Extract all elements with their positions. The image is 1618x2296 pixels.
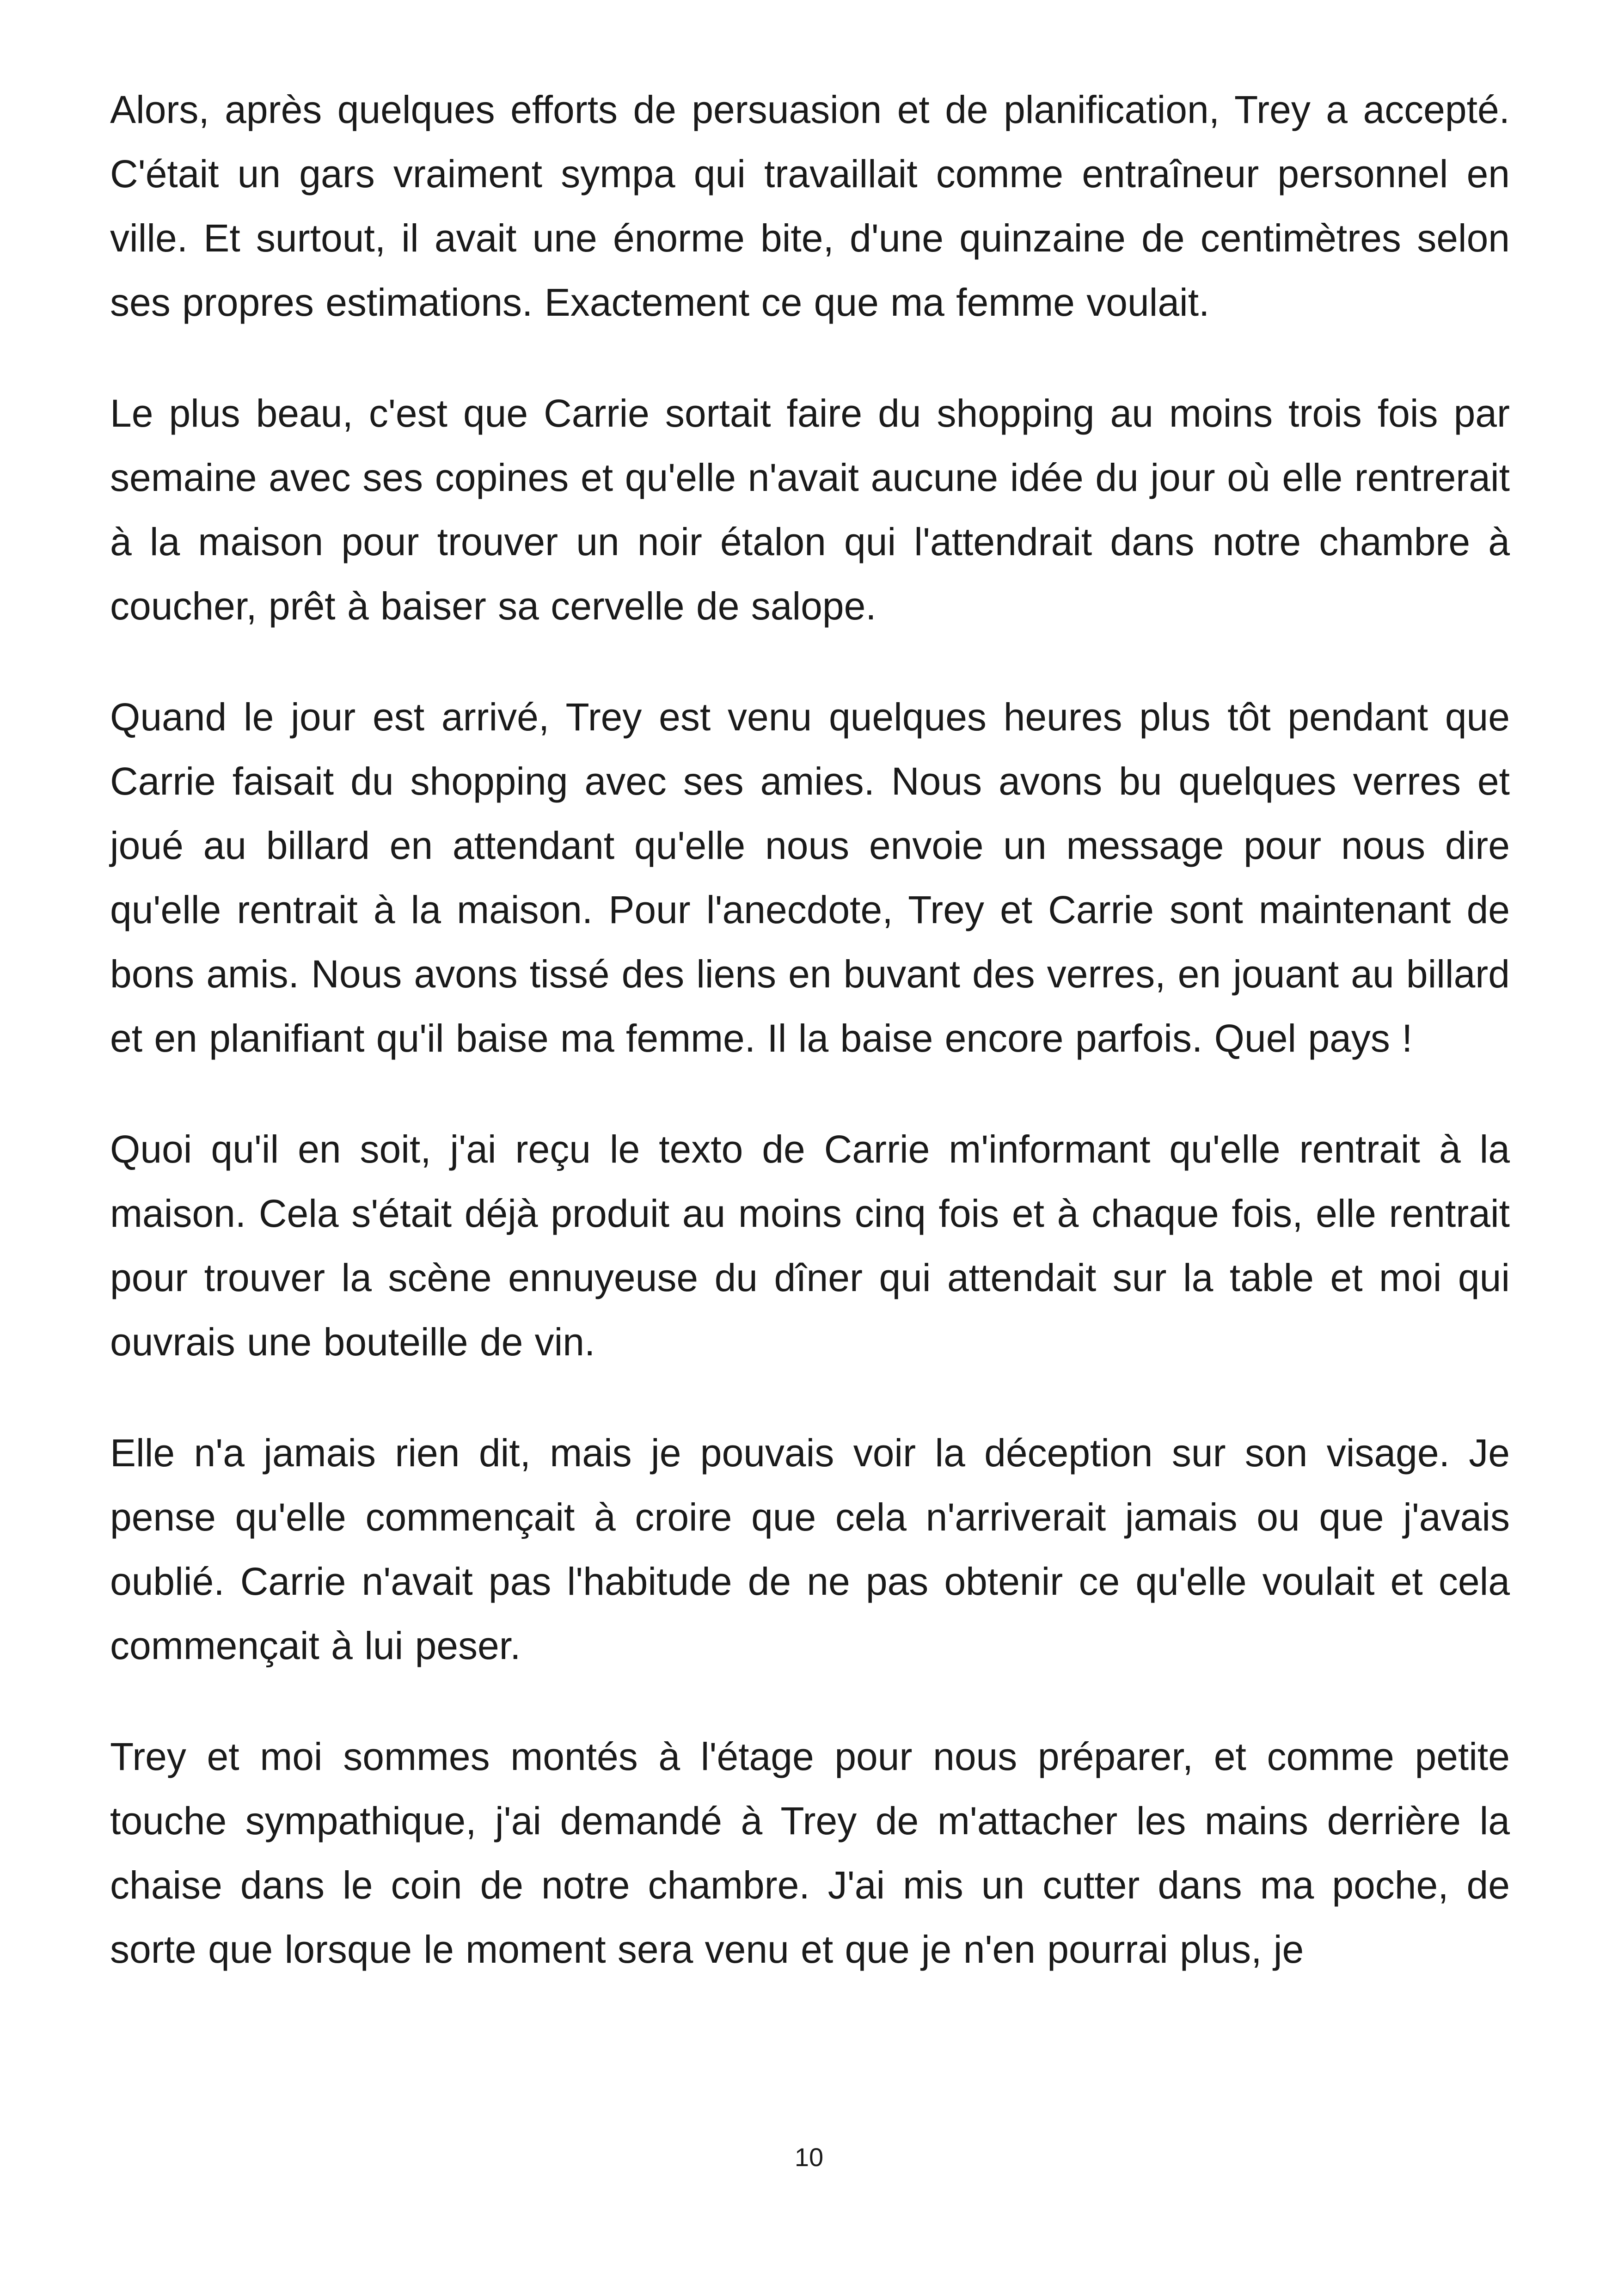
body-text <box>110 78 1510 2028</box>
paragraph-6: Trey et moi sommes montés à l'étage pour nous préparer, et comme petite touche sympathique, j'ai demandé à Trey de m'attacher les mains derrière la chaise dans le coin de notre chambre. J'ai mis un cutter dans ma poche, de sorte que lorsque le moment sera venu et que je n'en pourrai plus, je <box>110 1735 1510 1971</box>
page-number: 10 <box>794 2143 824 2172</box>
paragraph-1: Alors, après quelques efforts de persuasion et de planification, Trey a accepté. C'était un gars vraiment sympa qui travaillait comme entraîneur personnel en ville. Et surtout, il avait une énorme bite, d'une quinzaine de centimètres selon ses propres estimations. Exactement ce que ma femme voulait. <box>110 88 1510 324</box>
paragraph-5: Elle n'a jamais rien dit, mais je pouvais voir la déception sur son visage. Je pense qu'elle commençait à croire que cela n'arriverait jamais ou que j'avais oublié. Carrie n'avait pas l'habitude de ne pas obtenir ce qu'elle voulait et cela commençait à lui peser. <box>110 1431 1510 1667</box>
paragraph-2: Le plus beau, c'est que Carrie sortait faire du shopping au moins trois fois par semaine avec ses copines et qu'elle n'avait aucune idée du jour où elle rentrerait à la maison pour trouver un noir étalon qui l'attendrait dans notre chambre à coucher, prêt à baiser sa cervelle de salope. <box>110 392 1510 628</box>
paragraph-3: Quand le jour est arrivé, Trey est venu quelques heures plus tôt pendant que Carrie faisait du shopping avec ses amies. Nous avons bu quelques verres et joué au billard en attendant qu'elle nous envoie un message pour nous dire qu'elle rentrait à la maison. Pour l'anecdote, Trey et Carrie sont maintenant de bons amis. Nous avons tissé des liens en buvant des verres, en jouant au billard et en planifiant qu'il baise ma femme. Il la baise encore parfois. Quel pays ! <box>110 695 1510 1060</box>
paragraph-4: Quoi qu'il en soit, j'ai reçu le texto de Carrie m'informant qu'elle rentrait à la maison. Cela s'était déjà produit au moins cinq fois et à chaque fois, elle rentrait pour trouver la scène ennuyeuse du dîner qui attendait sur la table et moi qui ouvrais une bouteille de vin. <box>110 1127 1510 1364</box>
